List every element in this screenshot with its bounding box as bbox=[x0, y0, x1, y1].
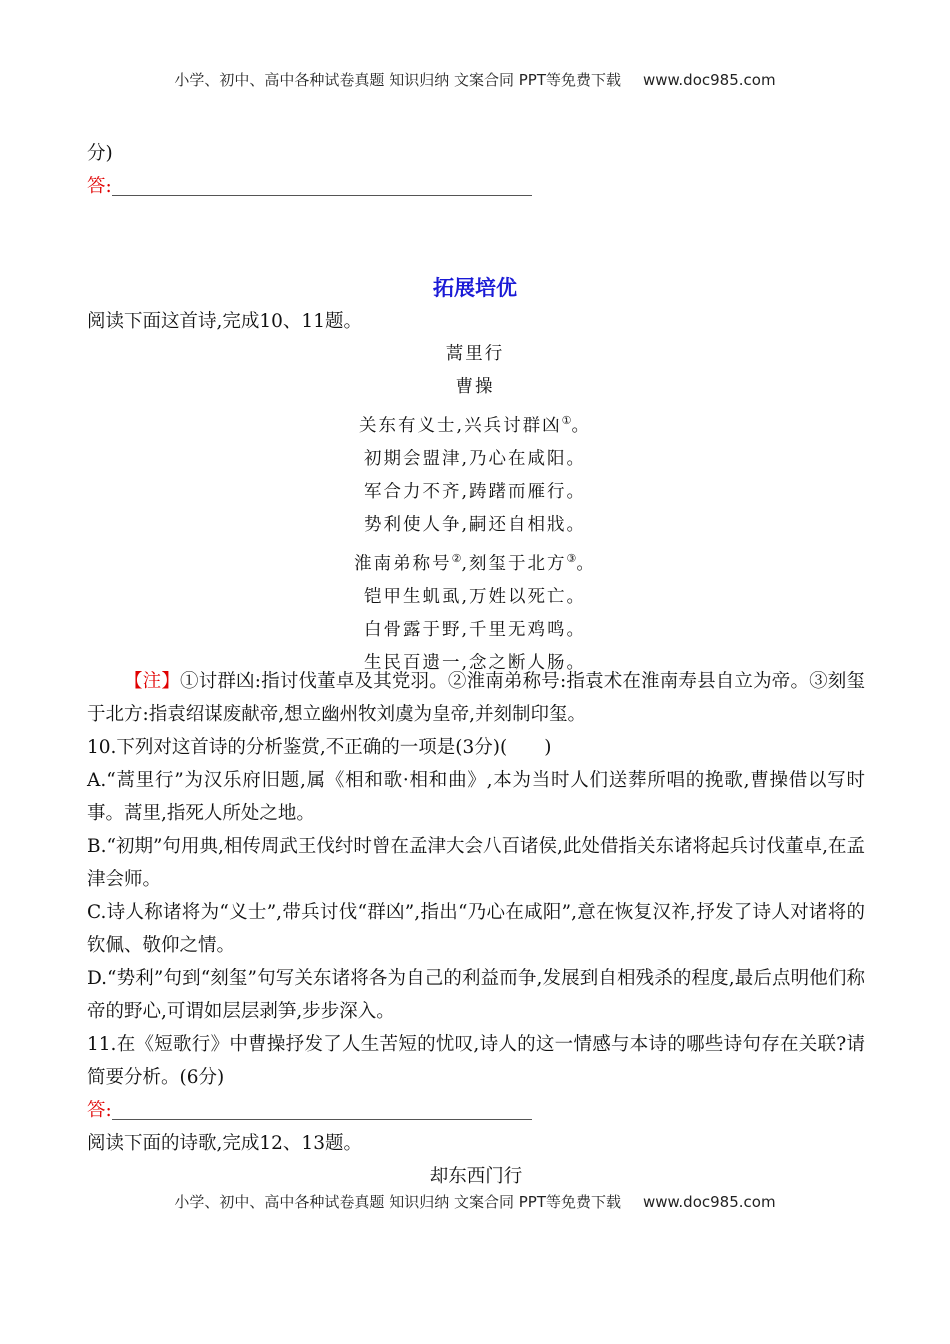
q10-option-b[interactable]: B.“初期”句用典,相传周武王伐纣时曾在孟津大会八百诸侯,此处借指关东诸将起兵讨伐董卓,在孟津会师。 bbox=[87, 836, 865, 890]
reading-instruction: 阅读下面这首诗,完成10、11题。 bbox=[87, 311, 362, 332]
question-block bbox=[87, 665, 865, 1193]
poem-line: 军合力不齐,踌躇而雁行。 bbox=[363, 481, 587, 502]
q10-stem: 10.下列对这首诗的分析鉴赏,不正确的一项是(3分)( ) bbox=[87, 737, 552, 758]
poem-line: 淮南弟称号②,刻玺于北方③。 bbox=[354, 551, 596, 574]
poem2-title: 却东西门行 bbox=[429, 1166, 523, 1187]
page-header bbox=[0, 69, 950, 90]
section-title: 拓展培优 bbox=[433, 276, 517, 300]
q10-option-a[interactable]: A.“蒿里行”为汉乐府旧题,属《相和歌·相和曲》,本为当时人们送葬所唱的挽歌,曹操借以写时事。蒿里,指死人所处之地。 bbox=[87, 770, 865, 824]
poem-line: 生民百遗一,念之断人肠。 bbox=[363, 652, 587, 673]
note-label: 【注】 bbox=[124, 671, 181, 692]
reading-instruction-2: 阅读下面的诗歌,完成12、13题。 bbox=[87, 1133, 362, 1154]
q11-stem: 11.在《短歌行》中曹操抒发了人生苦短的忧叹,诗人的这一情感与本诗的哪些诗句存在关联?请简要分析。(6分) bbox=[87, 1034, 865, 1088]
previous-question-tail: 分) bbox=[87, 143, 113, 164]
answer-blank[interactable] bbox=[112, 175, 532, 196]
header-text: 小学、初中、高中各种试卷真题 知识归纳 文案合同 PPT等免费下载 bbox=[174, 71, 621, 89]
answer-blank[interactable] bbox=[112, 1099, 532, 1120]
poem-line: 初期会盟津,乃心在咸阳。 bbox=[363, 448, 587, 469]
page-footer bbox=[0, 1191, 950, 1212]
poem-line: 铠甲生虮虱,万姓以死亡。 bbox=[363, 586, 587, 607]
q10-option-d[interactable]: D.“势利”句到“刻玺”句写关东诸将各为自己的利益而争,发展到自相残杀的程度,最后点明他们称帝的野心,可谓如层层剥笋,步步深入。 bbox=[87, 968, 865, 1022]
poem-title: 蒿里行 bbox=[445, 344, 505, 364]
poem-line: 关东有义士,兴兵讨群凶①。 bbox=[359, 414, 591, 436]
poem bbox=[0, 338, 950, 680]
answer-label: 答: bbox=[87, 1100, 112, 1121]
poem-line: 白骨露于野,千里无鸡鸣。 bbox=[363, 619, 587, 640]
footer-url: www.doc985.com bbox=[642, 1193, 776, 1211]
poem-author: 曹操 bbox=[455, 377, 495, 397]
q10-option-c[interactable]: C.诗人称诸将为“义士”,带兵讨伐“群凶”,指出“乃心在咸阳”,意在恢复汉祚,抒发了诗人对诸将的钦佩、敬仰之情。 bbox=[87, 902, 865, 956]
poem-line: 势利使人争,嗣还自相戕。 bbox=[363, 514, 587, 535]
answer-label: 答: bbox=[87, 176, 112, 197]
footer-text: 小学、初中、高中各种试卷真题 知识归纳 文案合同 PPT等免费下载 bbox=[174, 1193, 621, 1211]
annotation: 【注】①讨群凶:指讨伐董卓及其党羽。②淮南弟称号:指袁术在淮南寿县自立为帝。③刻玺于北方:指袁绍谋废献帝,想立幽州牧刘虞为皇帝,并刻制印玺。 bbox=[87, 671, 865, 725]
answer-line-2 bbox=[87, 1094, 865, 1127]
answer-line-1 bbox=[87, 170, 865, 203]
header-url: www.doc985.com bbox=[642, 71, 776, 89]
